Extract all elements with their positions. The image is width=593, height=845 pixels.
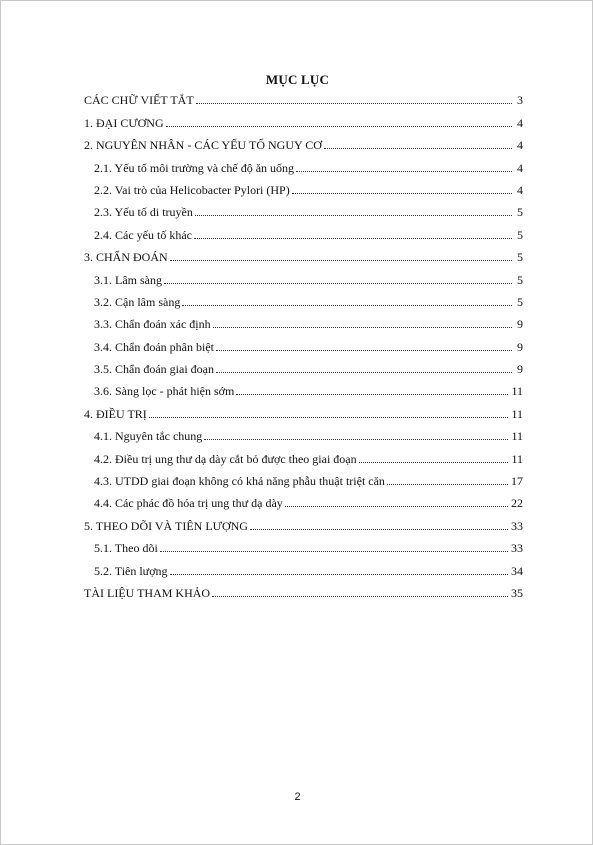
toc-entry-label: 5.1. Theo dõi: [94, 541, 158, 556]
toc-entry-page: 9: [517, 317, 523, 332]
toc-dot-leader: [236, 393, 508, 395]
toc-dot-leader: [216, 371, 512, 373]
toc-entry-label: 1. ĐẠI CƯƠNG: [84, 115, 164, 130]
toc-entry-label: 5. THEO DÕI VÀ TIÊN LƯỢNG: [84, 518, 248, 533]
table-of-contents: [84, 85, 523, 600]
toc-entry[interactable]: [84, 555, 523, 577]
toc-entry[interactable]: [84, 219, 523, 241]
toc-entry-page: 4: [517, 160, 523, 175]
toc-entry[interactable]: [84, 197, 523, 219]
toc-dot-leader: [170, 259, 512, 261]
toc-entry[interactable]: [84, 175, 523, 197]
toc-entry-page: 3: [517, 93, 523, 108]
toc-dot-leader: [204, 438, 508, 440]
toc-dot-leader: [170, 573, 508, 575]
toc-entry[interactable]: [84, 331, 523, 353]
toc-entry[interactable]: [84, 466, 523, 488]
toc-entry-page: 5: [517, 205, 523, 220]
toc-dot-leader: [195, 214, 512, 216]
toc-entry[interactable]: [84, 287, 523, 309]
toc-entry-label: 3.4. Chẩn đoán phân biệt: [94, 339, 214, 354]
toc-dot-leader: [359, 461, 509, 463]
toc-entry-page: 4: [517, 115, 523, 130]
toc-entry-page: 5: [517, 272, 523, 287]
toc-dot-leader: [212, 595, 508, 597]
toc-dot-leader: [387, 483, 508, 485]
toc-entry[interactable]: [84, 130, 523, 152]
toc-entry[interactable]: [84, 443, 523, 465]
toc-dot-leader: [196, 102, 512, 104]
toc-dot-leader: [292, 192, 512, 194]
toc-entry[interactable]: [84, 398, 523, 420]
toc-entry-page: 33: [511, 518, 523, 533]
toc-entry-label: 3.2. Cận lâm sàng: [94, 294, 181, 309]
toc-entry[interactable]: [84, 309, 523, 331]
toc-dot-leader: [166, 125, 512, 127]
toc-entry-label: TÀI LIỆU THAM KHẢO: [84, 585, 211, 600]
toc-entry-page: 11: [511, 451, 523, 466]
toc-entry-label: 4.2. Điều trị ung thư dạ dày cắt bỏ được theo giai đoạn: [94, 451, 357, 466]
toc-entry-label: CÁC CHỮ VIẾT TẮT: [84, 93, 194, 108]
toc-entry[interactable]: [84, 533, 523, 555]
toc-entry-label: 4. ĐIỀU TRỊ: [84, 406, 147, 421]
toc-entry-page: 22: [511, 496, 523, 511]
toc-dot-leader: [324, 147, 512, 149]
toc-dot-leader: [216, 349, 512, 351]
toc-entry[interactable]: [84, 242, 523, 264]
toc-entry-label: 4.3. UTDD giai đoạn không có khả năng phẫu thuật triệt căn: [94, 474, 385, 489]
toc-entry-page: 5: [517, 294, 523, 309]
toc-entry[interactable]: [84, 152, 523, 174]
toc-entry[interactable]: [84, 510, 523, 532]
toc-entry-label: 2.2. Vai trò của Helicobacter Pylori (HP): [94, 182, 290, 197]
toc-entry-page: 11: [511, 406, 523, 421]
toc-entry-page: 4: [517, 138, 523, 153]
toc-entry-page: 17: [511, 474, 523, 489]
toc-entry-page: 9: [517, 339, 523, 354]
page-number: 2: [294, 791, 301, 803]
toc-entry-page: 11: [511, 384, 523, 399]
toc-entry-page: 5: [517, 250, 523, 265]
toc-entry-page: 33: [511, 541, 523, 556]
toc-entry-page: 5: [517, 227, 523, 242]
toc-entry[interactable]: [84, 578, 523, 600]
toc-dot-leader: [250, 528, 508, 530]
toc-entry-page: 35: [511, 585, 523, 600]
toc-entry-label: 2.3. Yếu tố di truyền: [94, 205, 193, 220]
toc-dot-leader: [296, 170, 512, 172]
toc-dot-leader: [160, 550, 508, 552]
toc-entry-label: 3.3. Chẩn đoán xác định: [94, 317, 211, 332]
toc-dot-leader: [164, 282, 512, 284]
toc-entry-page: 34: [511, 563, 523, 578]
toc-entry-label: 3. CHẨN ĐOÁN: [84, 250, 168, 265]
toc-entry[interactable]: [84, 107, 523, 129]
toc-dot-leader: [182, 304, 512, 306]
toc-entry-label: 4.4. Các phác đồ hóa trị ung thư dạ dày: [94, 496, 283, 511]
toc-entry[interactable]: [84, 376, 523, 398]
toc-dot-leader: [213, 326, 512, 328]
toc-entry-label: 3.6. Sàng lọc - phát hiện sớm: [94, 384, 235, 399]
toc-entry[interactable]: [84, 488, 523, 510]
toc-dot-leader: [285, 505, 508, 507]
toc-entry-label: 2. NGUYÊN NHÂN - CÁC YẾU TỐ NGUY CƠ: [84, 138, 322, 153]
toc-entry-label: 2.1. Yếu tố môi trường và chế độ ăn uống: [94, 160, 295, 175]
toc-entry[interactable]: [84, 354, 523, 376]
toc-entry-label: 4.1. Nguyên tắc chung: [94, 429, 203, 444]
toc-entry-label: 2.4. Các yếu tố khác: [94, 227, 192, 242]
toc-title: MỤC LỤC: [265, 72, 330, 87]
toc-entry-label: 3.1. Lâm sàng: [94, 272, 162, 287]
toc-dot-leader: [149, 416, 509, 418]
toc-entry-page: 11: [511, 429, 523, 444]
toc-entry[interactable]: [84, 264, 523, 286]
toc-dot-leader: [194, 237, 512, 239]
toc-entry-page: 4: [517, 182, 523, 197]
toc-entry-label: 5.2. Tiên lượng: [94, 563, 168, 578]
toc-entry-label: 3.5. Chẩn đoán giai đoạn: [94, 362, 214, 377]
toc-entry[interactable]: [84, 421, 523, 443]
toc-entry[interactable]: [84, 85, 523, 107]
toc-entry-page: 9: [517, 362, 523, 377]
